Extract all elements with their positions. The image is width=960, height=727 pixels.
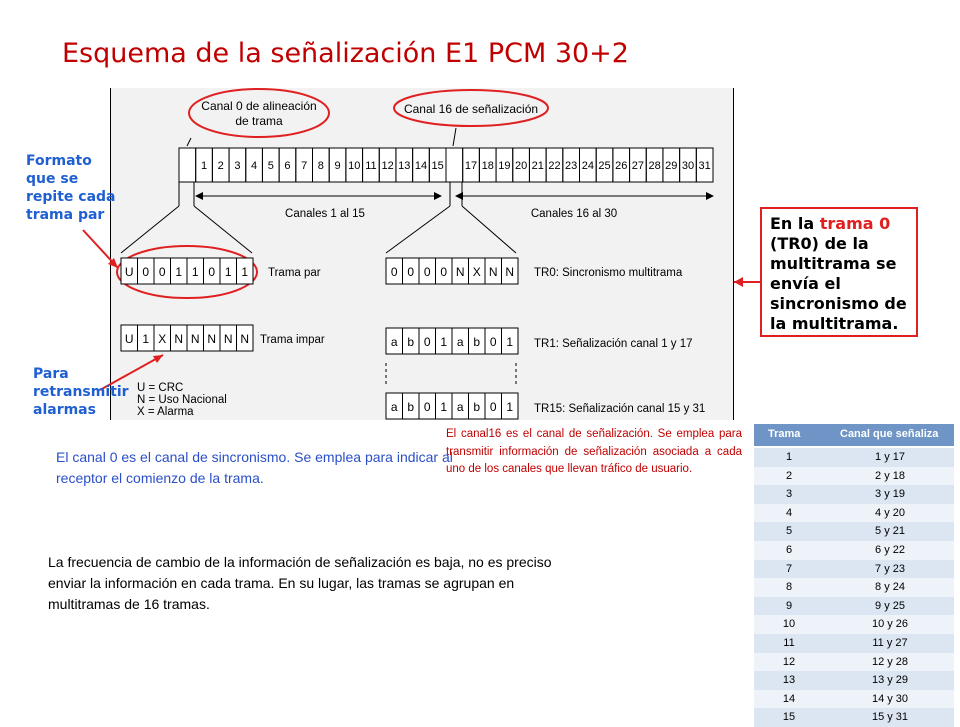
table-row (754, 467, 954, 486)
trama-par-bit: 0 (158, 265, 166, 279)
trama-par-bit: U (124, 265, 134, 279)
trama-par-bit: 1 (224, 265, 232, 279)
signaling-table (752, 420, 960, 724)
frame-number: 27 (631, 160, 645, 172)
table-cell-canal: 7 y 23 (875, 562, 905, 575)
table-cell-trama: 14 (782, 692, 796, 705)
tr0-bit: N (455, 265, 465, 279)
table-row (754, 708, 954, 727)
note-retransmitir: Para retransmitir alarmas (33, 366, 129, 418)
frame-number: 31 (698, 160, 711, 172)
table-row (754, 690, 954, 709)
frame-number: 7 (301, 160, 308, 172)
table-cell-canal: 9 y 25 (875, 599, 905, 612)
table-row (754, 653, 954, 672)
tr1-bit: 1 (506, 335, 514, 349)
table-cell-canal: 1 y 17 (875, 451, 905, 463)
paragraph-canal16: El canal16 es el canal de señalización. Se emplea para transmitir información de señalización asociada a cada uno de los canales que llevan tráfico de usuario. (446, 428, 742, 475)
table-cell-trama: 5 (785, 525, 793, 538)
tr15-bit: 1 (506, 400, 514, 414)
frame-number: 2 (217, 160, 224, 172)
trama-impar-bit: N (223, 332, 233, 346)
frame-number: 11 (365, 160, 377, 172)
table-row (754, 541, 954, 560)
tr15-bit: b (407, 400, 415, 414)
canal0-label-1: Canal 0 de alineación (201, 99, 317, 113)
tr15-bit: 1 (440, 400, 448, 414)
trama-par-bit: 0 (208, 265, 216, 279)
frame-number: 15 (431, 160, 444, 172)
table-cell-trama: 11 (783, 637, 795, 649)
trama-par-bit: 1 (175, 265, 183, 279)
table-cell-canal: 2 y 18 (875, 469, 905, 482)
table-row (754, 597, 954, 616)
frame-number: 8 (317, 160, 324, 172)
table-cell-trama: 8 (785, 581, 793, 594)
frame-number: 23 (565, 160, 578, 172)
note-trama0-post: (TR0) de la multitrama se envía el sincronismo de la multitrama. (770, 234, 907, 333)
canal0-label-2: de trama (235, 114, 283, 128)
trama-impar-bit: N (207, 332, 217, 346)
tr1-bit: 1 (440, 335, 448, 349)
trama-impar-bit: N (240, 332, 250, 346)
table-cell-canal: 11 y 27 (872, 637, 908, 649)
tr0-bit: 0 (423, 265, 431, 279)
table-cell-canal: 15 y 31 (871, 711, 909, 724)
table-cell-trama: 7 (785, 562, 793, 575)
table-cell-canal: 5 y 21 (875, 525, 905, 538)
frame-number: 22 (548, 160, 561, 172)
note-trama0-highlight: trama 0 (819, 214, 891, 233)
frame-number: 30 (681, 160, 695, 172)
trama-par-bit: 0 (142, 265, 150, 279)
tr1-bit: b (407, 335, 415, 349)
legend-n: N = Uso Nacional (137, 394, 227, 406)
tr15-bit: a (390, 400, 398, 414)
frame-number: 5 (267, 160, 274, 172)
table-cell-trama: 6 (785, 544, 793, 556)
table-cell-canal: 13 y 29 (871, 674, 909, 687)
trama-impar-bit: U (124, 332, 134, 346)
table-cell-trama: 3 (785, 488, 793, 501)
trama-impar-bit: 1 (142, 332, 150, 346)
tr0-bit: X (472, 265, 481, 279)
tr1-bit: 0 (489, 335, 497, 349)
table-cell-trama: 12 (782, 655, 796, 668)
frame-number: 20 (514, 160, 528, 172)
table-cell-trama: 2 (785, 469, 793, 482)
tr0-bit: N (488, 265, 498, 279)
tr0-bit: 0 (440, 265, 448, 279)
trama-par-label: Trama par (268, 267, 321, 279)
tr15-bit: b (473, 400, 481, 414)
frame-number: 17 (464, 160, 478, 172)
table-row (754, 448, 954, 467)
tr1-bit: a (390, 335, 398, 349)
range-label-b: Canales 16 al 30 (530, 208, 618, 220)
paragraph-frecuencia: La frecuencia de cambio de la información de señalización es baja, no es preciso enviar la información en cada trama. En su lugar, las tramas se agrupan en multitramas de 16 tramas. (48, 554, 552, 612)
frame-number: 9 (334, 160, 341, 172)
tr15-bit: a (456, 400, 464, 414)
note-formato: Formato que se repite cada trama par (26, 153, 116, 223)
table-cell-trama: 4 (785, 506, 793, 519)
tr0-bit: N (505, 265, 515, 279)
table-row (754, 578, 954, 597)
table-cell-trama: 1 (785, 451, 793, 463)
frame-number: 25 (598, 160, 611, 172)
page-title: Esquema de la señalización E1 PCM 30+2 (62, 38, 629, 69)
tr15-bit: 0 (489, 400, 497, 414)
tr0-label: TR0: Sincronismo multitrama (534, 267, 683, 279)
frame-number: 12 (381, 160, 394, 172)
table-row (754, 615, 954, 634)
table-cell-trama: 9 (785, 599, 793, 612)
trama-impar-bit: N (190, 332, 200, 346)
frame-number: 21 (531, 160, 544, 172)
tr0-bit: 0 (407, 265, 415, 279)
table-cell-canal: 10 y 26 (871, 618, 909, 631)
frame-number: 1 (200, 160, 208, 172)
trama-par-bit: 1 (241, 265, 249, 279)
frame-number: 10 (348, 160, 361, 172)
tr1-bit: b (473, 335, 481, 349)
table-row (754, 560, 954, 579)
frame-number: 14 (414, 160, 428, 172)
table-header (754, 424, 954, 446)
tr15-label: TR15: Señalización canal 15 y 31 (534, 403, 706, 415)
frame-number: 26 (615, 160, 628, 172)
legend-u: U = CRC (137, 382, 184, 394)
table-cell-canal: 12 y 28 (871, 655, 909, 668)
frame-number: 28 (648, 160, 661, 172)
table-row (754, 634, 954, 653)
frame-number: 19 (498, 160, 511, 172)
frame-number: 6 (284, 160, 291, 172)
frame-number: 4 (251, 160, 258, 172)
trama-impar-bit: X (158, 332, 167, 346)
note-trama0 (760, 207, 918, 337)
tr15-bit: 0 (423, 400, 431, 414)
trama-impar-label: Trama impar (260, 334, 325, 346)
frame-number: 13 (398, 160, 411, 172)
table-row (754, 485, 954, 504)
tr0-bit: 0 (390, 265, 398, 279)
canal16-label: Canal 16 de señalización (403, 102, 539, 116)
table-cell-trama: 15 (782, 711, 796, 724)
tr1-bit: 0 (423, 335, 431, 349)
table-cell-canal: 4 y 20 (875, 506, 905, 519)
frame-number: 24 (581, 160, 594, 172)
legend-x: X = Alarma (137, 406, 194, 418)
table-cell-canal: 6 y 22 (875, 544, 905, 556)
trama-impar-bit: N (174, 332, 184, 346)
frame-number: 29 (665, 160, 678, 172)
table-cell-trama: 10 (782, 618, 796, 631)
paragraph-canal0: El canal 0 es el canal de sincronismo. Se emplea para indicar al receptor el comienzo de la trama. (56, 449, 453, 486)
table-row (754, 504, 954, 523)
table-cell-trama: 13 (782, 674, 796, 687)
frame-number: 18 (481, 160, 494, 172)
table-row (754, 522, 954, 541)
trama-par-bit: 1 (191, 265, 199, 279)
table-cell-canal: 14 y 30 (871, 692, 909, 705)
frame-number: 3 (234, 160, 241, 172)
table-cell-canal: 3 y 19 (875, 488, 905, 501)
table-cell-canal: 8 y 24 (875, 581, 905, 594)
range-label-a: Canales 1 al 15 (285, 208, 365, 220)
tr1-label: TR1: Señalización canal 1 y 17 (534, 338, 693, 350)
note-trama0-pre: En la (770, 214, 820, 233)
table-header-trama: Trama (768, 428, 801, 440)
table-row (754, 671, 954, 690)
table-header-canal: Canal que señaliza (840, 428, 939, 440)
tr1-bit: a (456, 335, 464, 349)
